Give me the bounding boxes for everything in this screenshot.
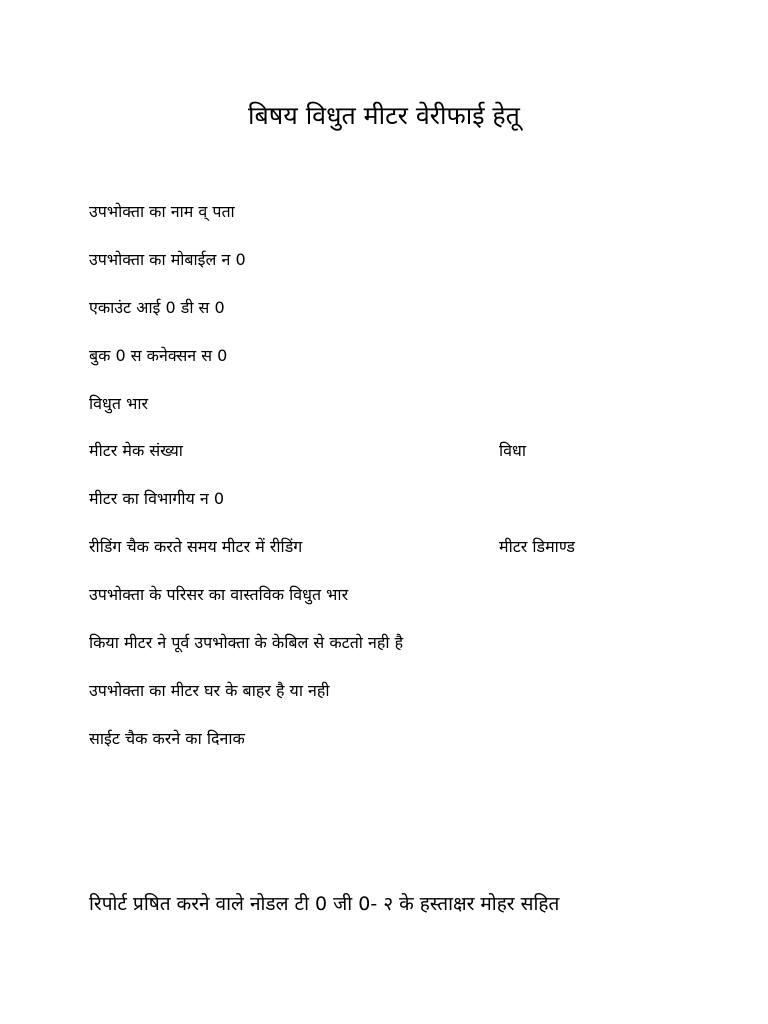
field-cable-check: किया मीटर ने पूर्व उपभोक्ता के केबिल से कटतो नही है bbox=[89, 633, 404, 652]
field-site-check-date: साईट चैक करने का दिनाक bbox=[89, 729, 245, 748]
field-book-connection-number: बुक 0 स कनेक्सन स 0 bbox=[89, 346, 228, 365]
field-consumer-mobile: उपभोक्ता का मोबाईल न 0 bbox=[89, 250, 246, 269]
document-title: बिषय विधुत मीटर वेरीफाई हेतू bbox=[248, 101, 520, 130]
field-meter-outside-house: उपभोक्ता का मीटर घर के बाहर है या नही bbox=[89, 681, 330, 700]
field-actual-load: उपभोक्ता के परिसर का वास्तविक विधुत भार bbox=[89, 585, 349, 604]
field-vidha: विधा bbox=[499, 441, 527, 460]
field-meter-make-number: मीटर मेक संख्या bbox=[89, 441, 183, 460]
field-meter-departmental-number: मीटर का विभागीय न 0 bbox=[89, 489, 225, 508]
field-meter-reading: रीडिंग चैक करते समय मीटर में रीडिंग bbox=[89, 537, 303, 556]
footer-signature-line: रिपोर्ट प्रषित करने वाले नोडल टी 0 जी 0- २ के हस्ताक्षर मोहर सहित bbox=[89, 893, 560, 915]
field-meter-demand: मीटर डिमाण्ड bbox=[499, 537, 575, 556]
field-electric-load: विधुत भार bbox=[89, 394, 149, 413]
field-account-id: एकाउंट आई 0 डी स 0 bbox=[89, 298, 225, 317]
field-consumer-name-address: उपभोक्ता का नाम व् पता bbox=[89, 202, 235, 221]
